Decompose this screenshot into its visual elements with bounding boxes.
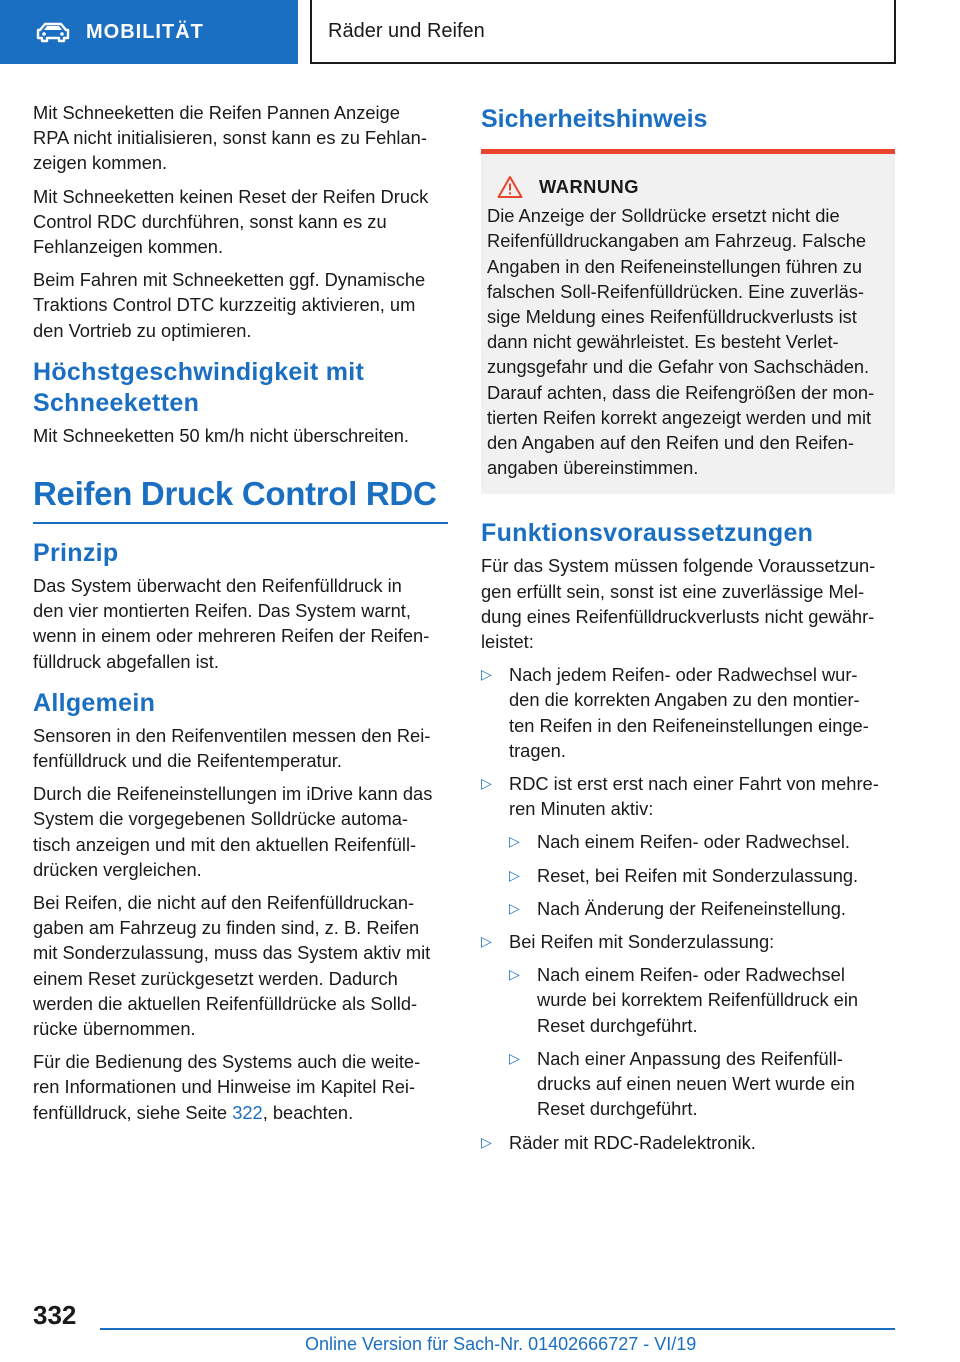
sub-list xyxy=(509,962,895,1121)
intro-paragraphs xyxy=(33,100,448,343)
right-column xyxy=(481,100,895,1163)
intro-paragraph xyxy=(33,267,448,343)
left-column xyxy=(33,100,448,1133)
text-line: Nach Änderung der Reifeneinstellung. xyxy=(537,897,846,919)
text-line: drücken vergleichen. xyxy=(33,858,202,880)
text-line: den Vortrieb zu optimieren. xyxy=(33,319,252,341)
page-number: 332 xyxy=(33,1300,77,1330)
bullet-arrow-icon: ▷ xyxy=(509,833,520,850)
list-item xyxy=(481,771,895,921)
text-line: den Angaben auf den Reifen und den Reifen- xyxy=(487,432,854,454)
text-line: Reset durchgeführt. xyxy=(537,1014,698,1036)
text-line: Control RDC durchführen, sonst kann es zu xyxy=(33,210,387,232)
text-line: Beim Fahren mit Schneeketten ggf. Dynamische xyxy=(33,269,426,291)
text-line: Mit Schneeketten die Reifen Pannen Anzeige xyxy=(33,102,400,123)
section-heading: Reifen Druck Control RDC xyxy=(33,474,448,524)
text-line: Räder mit RDC-Radelektronik. xyxy=(509,1131,756,1153)
principle-text xyxy=(33,573,448,674)
intro-paragraph xyxy=(33,184,448,260)
text-line: Mit Schneeketten keinen Reset der Reifen Druck xyxy=(33,185,429,207)
page-header xyxy=(0,0,960,66)
footer-divider xyxy=(100,1328,895,1330)
text-line: drucks auf einen neuen Wert wurde ein xyxy=(537,1073,855,1095)
text-line: Sensoren in den Reifenventilen messen den Rei- xyxy=(33,724,431,746)
page-reference-link[interactable]: 322 xyxy=(232,1101,263,1123)
text-line: gaben am Fahrzeug zu finden sind, z. B. Reifen xyxy=(33,917,420,939)
function-heading: Funktionsvoraussetzungen xyxy=(481,519,814,548)
text-line: ten Reifen in den Reifeneinstellungen einge- xyxy=(509,714,869,736)
speed-text-line: Mit Schneeketten 50 km/h nicht überschreiten. xyxy=(33,424,409,446)
final-line: Für die Bedienung des Systems auch die weite- xyxy=(33,1051,421,1073)
general-paragraph xyxy=(33,723,448,773)
footer-edition-text: Online Version für Sach-Nr. 01402666727 - VI/19 xyxy=(305,1334,697,1354)
speed-heading-line: Höchstgeschwindigkeit mit xyxy=(33,357,365,386)
text-line: Nach einer Anpassung des Reifenfüll- xyxy=(537,1047,843,1069)
chapter-title: Räder und Reifen xyxy=(328,19,485,42)
section-label: MOBILITÄT xyxy=(86,20,204,43)
text-line: rücke übernommen. xyxy=(33,1018,196,1040)
final-line: ren Informationen und Hinweise im Kapitel Rei- xyxy=(33,1076,416,1098)
text-line: den vier montierten Reifen. Das System warnt, xyxy=(33,600,411,622)
sub-list-item xyxy=(509,962,895,1038)
text-line: Für das System müssen folgende Voraussetzun- xyxy=(481,555,876,577)
sub-list-item xyxy=(509,896,895,921)
text-line: tragen. xyxy=(509,739,566,761)
speed-text xyxy=(33,423,448,448)
final-paragraph xyxy=(33,1049,448,1125)
text-line: Angaben in den Reifeneinstellungen führen zu xyxy=(487,255,863,277)
sub-list-item xyxy=(509,863,895,888)
text-line: Durch die Reifeneinstellungen im iDrive kann das xyxy=(33,783,433,805)
principle-heading: Prinzip xyxy=(33,539,119,568)
requirements-list xyxy=(481,662,895,1154)
car-icon xyxy=(36,21,70,43)
speed-heading xyxy=(33,357,448,419)
general-paragraph xyxy=(33,781,448,882)
text-line: zungsgefahr und die Gefahr von Sachschäden. xyxy=(487,356,870,378)
general-paragraphs xyxy=(33,723,448,1041)
speed-heading-line: Schneeketten xyxy=(33,388,200,417)
text-line: Reset, bei Reifen mit Sonderzulassung. xyxy=(537,864,859,886)
text-line: ren Minuten aktiv: xyxy=(509,798,654,820)
text-line: dann nicht gewährleistet. Es besteht Verlet- xyxy=(487,331,839,353)
bullet-arrow-icon: ▷ xyxy=(481,775,492,792)
text-line: System die vorgegebenen Solldrücke automa- xyxy=(33,808,408,830)
text-line: Nach jedem Reifen- oder Radwechsel wur- xyxy=(509,664,858,686)
bullet-arrow-icon: ▷ xyxy=(481,1133,492,1150)
final-prefix: fenfülldruck, siehe Seite xyxy=(33,1101,233,1123)
text-line: Traktions Control DTC kurzzeitig aktivieren, um xyxy=(33,294,416,316)
warning-box xyxy=(481,154,895,494)
list-item xyxy=(481,929,895,1121)
bullet-arrow-icon: ▷ xyxy=(509,866,520,883)
text-line: zeigen kommen. xyxy=(33,152,168,174)
text-line: RPA nicht initialisieren, sonst kann es zu Fehlan- xyxy=(33,127,427,149)
text-line: einem Reset zurückgesetzt werden. Dadurch xyxy=(33,967,398,989)
text-line: mit Sonderzulassung, muss das System aktiv mit xyxy=(33,942,431,964)
text-line: werden die aktuellen Reifenfülldrücke als Solld- xyxy=(33,992,418,1014)
text-line: Nach einem Reifen- oder Radwechsel xyxy=(537,964,845,986)
text-line: Das System überwacht den Reifenfülldruck in xyxy=(33,575,402,597)
final-line xyxy=(33,1100,448,1125)
text-line: gen erfüllt sein, sonst ist eine zuverlässige Mel- xyxy=(481,580,865,602)
text-line: Bei Reifen, die nicht auf den Reifenfülldruckan- xyxy=(33,892,415,914)
list-item xyxy=(481,662,895,763)
general-paragraph xyxy=(33,890,448,1041)
chapter-header xyxy=(310,0,896,64)
sub-list-item xyxy=(509,1046,895,1122)
text-line: Reifenfülldruckangaben am Fahrzeug. Falsche xyxy=(487,230,867,252)
sub-list xyxy=(509,829,895,921)
bullet-arrow-icon: ▷ xyxy=(481,933,492,950)
text-line: Darauf achten, dass die Reifengrößen der mon- xyxy=(487,381,875,403)
bullet-arrow-icon: ▷ xyxy=(509,1049,520,1066)
warning-title: WARNUNG xyxy=(539,176,639,197)
text-line: fülldruck abgefallen ist. xyxy=(33,650,219,672)
text-line: sige Meldung eines Reifenfülldruckverlusts ist xyxy=(487,306,857,328)
text-line: wurde bei korrektem Reifenfülldruck ein xyxy=(537,989,859,1011)
warning-text xyxy=(487,203,889,480)
section-tab xyxy=(0,0,298,64)
final-suffix: , beachten. xyxy=(262,1101,354,1123)
bullet-arrow-icon: ▷ xyxy=(509,899,520,916)
text-line: Bei Reifen mit Sonderzulassung: xyxy=(509,931,775,953)
warning-header xyxy=(487,174,889,199)
sub-list-item xyxy=(509,829,895,854)
text-line: tisch anzeigen und mit den aktuellen Reifenfüll- xyxy=(33,833,417,855)
text-line: Reset durchgeführt. xyxy=(537,1098,698,1120)
text-line: wenn in einem oder mehreren Reifen der Reifen- xyxy=(33,625,430,647)
text-line: dung eines Reifenfülldruckverlusts nicht gewähr- xyxy=(481,605,875,627)
text-line: den die korrekten Angaben zu den montier- xyxy=(509,689,860,711)
text-line: leistet: xyxy=(481,631,534,653)
function-intro xyxy=(481,553,895,654)
list-item xyxy=(481,1130,895,1155)
text-line: Nach einem Reifen- oder Radwechsel. xyxy=(537,831,850,853)
warning-triangle-icon xyxy=(497,175,523,199)
text-line: Fehlanzeigen kommen. xyxy=(33,236,224,258)
bullet-arrow-icon: ▷ xyxy=(509,966,520,983)
bullet-arrow-icon: ▷ xyxy=(481,666,492,683)
intro-paragraph xyxy=(33,100,448,176)
text-line: angaben übereinstimmen. xyxy=(487,457,699,479)
page-footer xyxy=(0,1290,960,1362)
text-line: fenfülldruck und die Reifentemperatur. xyxy=(33,750,342,772)
general-heading: Allgemein xyxy=(33,688,156,717)
text-line: RDC ist erst erst nach einer Fahrt von mehre- xyxy=(509,773,879,795)
text-line: Die Anzeige der Solldrücke ersetzt nicht die xyxy=(487,205,840,227)
text-line: tierten Reifen korrekt angezeigt werden und mit xyxy=(487,406,872,428)
text-line: falschen Soll-Reifenfülldrücken. Eine zuverläs- xyxy=(487,280,864,302)
safety-heading: Sicherheitshinweis xyxy=(481,104,895,154)
